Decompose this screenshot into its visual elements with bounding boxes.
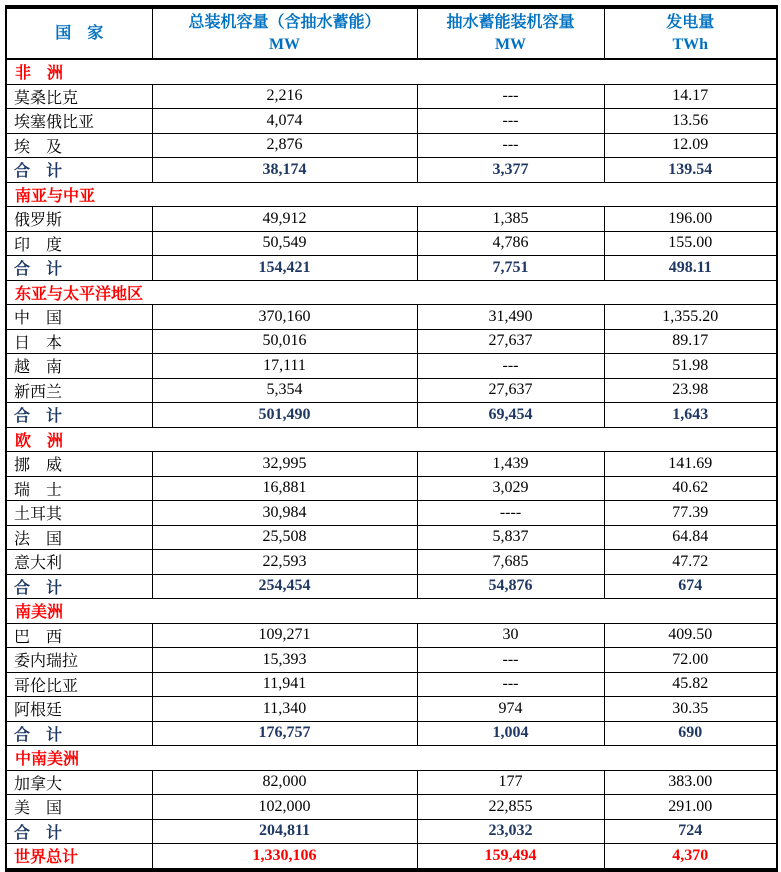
- country-name: 阿根廷: [6, 697, 152, 722]
- pumped-storage-value: 5,837: [417, 525, 604, 550]
- generation-sum: 674: [604, 574, 777, 599]
- region-total-row: [6, 819, 777, 844]
- pumped-storage-sum: 23,032: [417, 819, 604, 844]
- generation-sum: 498.11: [604, 256, 777, 281]
- region-label: 东亚与太平洋地区: [6, 280, 777, 305]
- pumped-storage-sum: 7,751: [417, 256, 604, 281]
- total-capacity-value: 22,593: [152, 550, 417, 575]
- total-capacity-value: 15,393: [152, 648, 417, 673]
- generation-value: 196.00: [604, 207, 777, 232]
- country-name: 新西兰: [6, 378, 152, 403]
- country-row: [6, 770, 777, 795]
- total-label: 合 计: [6, 721, 152, 746]
- total-capacity-sum: 254,454: [152, 574, 417, 599]
- pumped-storage-value: 974: [417, 697, 604, 722]
- generation-value: 1,355.20: [604, 305, 777, 330]
- generation-value: 64.84: [604, 525, 777, 550]
- world-total-pumped: 159,494: [417, 844, 604, 870]
- generation-value: 47.72: [604, 550, 777, 575]
- total-capacity-sum: 154,421: [152, 256, 417, 281]
- total-capacity-sum: 204,811: [152, 819, 417, 844]
- region-label: 欧 洲: [6, 427, 777, 452]
- country-name: 越 南: [6, 354, 152, 379]
- total-capacity-value: 11,340: [152, 697, 417, 722]
- total-capacity-value: 50,549: [152, 231, 417, 256]
- region-row: [6, 182, 777, 207]
- total-capacity-value: 4,074: [152, 109, 417, 134]
- pumped-storage-value: 31,490: [417, 305, 604, 330]
- total-label: 合 计: [6, 574, 152, 599]
- total-capacity-sum: 176,757: [152, 721, 417, 746]
- country-row: [6, 501, 777, 526]
- column-header-pumped-storage-unit: MW: [494, 35, 527, 53]
- region-row: [6, 599, 777, 624]
- country-row: [6, 305, 777, 330]
- generation-value: 51.98: [604, 354, 777, 379]
- region-row: [6, 280, 777, 305]
- pumped-storage-sum: 54,876: [417, 574, 604, 599]
- country-name: 印 度: [6, 231, 152, 256]
- total-capacity-value: 17,111: [152, 354, 417, 379]
- pumped-storage-value: 7,685: [417, 550, 604, 575]
- pumped-storage-sum: 69,454: [417, 403, 604, 428]
- country-row: [6, 231, 777, 256]
- total-capacity-value: 2,216: [152, 84, 417, 109]
- pumped-storage-sum: 3,377: [417, 158, 604, 183]
- total-label: 合 计: [6, 403, 152, 428]
- country-name: 委内瑞拉: [6, 648, 152, 673]
- pumped-storage-value: ----: [417, 501, 604, 526]
- generation-sum: 690: [604, 721, 777, 746]
- total-capacity-value: 49,912: [152, 207, 417, 232]
- region-total-row: [6, 721, 777, 746]
- country-name: 日 本: [6, 329, 152, 354]
- pumped-storage-value: 177: [417, 770, 604, 795]
- column-header-country: [6, 7, 152, 59]
- generation-value: 291.00: [604, 795, 777, 820]
- column-header-pumped-storage-label: 抽水蓄能装机容量: [446, 13, 575, 31]
- pumped-storage-value: 1,439: [417, 452, 604, 477]
- total-capacity-value: 16,881: [152, 476, 417, 501]
- total-capacity-value: 50,016: [152, 329, 417, 354]
- pumped-storage-value: 27,637: [417, 378, 604, 403]
- column-header-generation-unit: TWh: [672, 35, 709, 53]
- total-capacity-sum: 38,174: [152, 158, 417, 183]
- pumped-storage-value: 30: [417, 623, 604, 648]
- column-header-total-capacity-label: 总装机容量（含抽水蓄能）: [188, 13, 381, 31]
- total-label: 合 计: [6, 256, 152, 281]
- region-label: 南美洲: [6, 599, 777, 624]
- pumped-storage-value: ---: [417, 84, 604, 109]
- country-name: 加拿大: [6, 770, 152, 795]
- total-capacity-value: 109,271: [152, 623, 417, 648]
- header-row: [6, 7, 777, 59]
- total-capacity-value: 11,941: [152, 672, 417, 697]
- column-header-total-capacity: [152, 7, 417, 59]
- country-name: 埃塞俄比亚: [6, 109, 152, 134]
- world-total-generation: 4,370: [604, 844, 777, 870]
- total-capacity-value: 370,160: [152, 305, 417, 330]
- pumped-storage-value: ---: [417, 648, 604, 673]
- region-label: 非 洲: [6, 59, 777, 84]
- country-row: [6, 109, 777, 134]
- country-name: 埃 及: [6, 133, 152, 158]
- country-name: 哥伦比亚: [6, 672, 152, 697]
- column-header-generation-label: 发电量: [666, 13, 715, 31]
- pumped-storage-value: ---: [417, 354, 604, 379]
- total-capacity-sum: 501,490: [152, 403, 417, 428]
- generation-value: 45.82: [604, 672, 777, 697]
- country-row: [6, 84, 777, 109]
- pumped-storage-value: ---: [417, 109, 604, 134]
- total-capacity-value: 5,354: [152, 378, 417, 403]
- total-capacity-value: 25,508: [152, 525, 417, 550]
- generation-value: 72.00: [604, 648, 777, 673]
- generation-value: 409.50: [604, 623, 777, 648]
- region-total-row: [6, 403, 777, 428]
- region-row: [6, 746, 777, 771]
- total-capacity-value: 82,000: [152, 770, 417, 795]
- generation-value: 383.00: [604, 770, 777, 795]
- country-row: [6, 133, 777, 158]
- pumped-storage-value: 27,637: [417, 329, 604, 354]
- country-name: 法 国: [6, 525, 152, 550]
- country-row: [6, 329, 777, 354]
- pumped-storage-value: ---: [417, 672, 604, 697]
- country-name: 土耳其: [6, 501, 152, 526]
- country-name: 莫桑比克: [6, 84, 152, 109]
- country-name: 中 国: [6, 305, 152, 330]
- generation-value: 77.39: [604, 501, 777, 526]
- hydropower-capacity-table: [5, 5, 778, 872]
- world-total-row: [6, 844, 777, 870]
- country-row: [6, 672, 777, 697]
- total-capacity-value: 32,995: [152, 452, 417, 477]
- column-header-pumped-storage: [417, 7, 604, 59]
- country-row: [6, 525, 777, 550]
- generation-value: 30.35: [604, 697, 777, 722]
- generation-sum: 1,643: [604, 403, 777, 428]
- generation-sum: 724: [604, 819, 777, 844]
- generation-sum: 139.54: [604, 158, 777, 183]
- generation-value: 89.17: [604, 329, 777, 354]
- region-row: [6, 59, 777, 84]
- region-label: 南亚与中亚: [6, 182, 777, 207]
- country-name: 巴 西: [6, 623, 152, 648]
- total-label: 合 计: [6, 819, 152, 844]
- country-row: [6, 452, 777, 477]
- generation-value: 155.00: [604, 231, 777, 256]
- pumped-storage-value: 3,029: [417, 476, 604, 501]
- pumped-storage-sum: 1,004: [417, 721, 604, 746]
- region-total-row: [6, 574, 777, 599]
- total-capacity-value: 102,000: [152, 795, 417, 820]
- country-row: [6, 476, 777, 501]
- country-row: [6, 795, 777, 820]
- pumped-storage-value: 22,855: [417, 795, 604, 820]
- country-name: 美 国: [6, 795, 152, 820]
- total-capacity-value: 2,876: [152, 133, 417, 158]
- country-row: [6, 378, 777, 403]
- country-row: [6, 550, 777, 575]
- column-header-country-label: 国 家: [55, 24, 104, 42]
- generation-value: 23.98: [604, 378, 777, 403]
- country-row: [6, 623, 777, 648]
- pumped-storage-value: 4,786: [417, 231, 604, 256]
- country-name: 意大利: [6, 550, 152, 575]
- country-name: 瑞 士: [6, 476, 152, 501]
- total-capacity-value: 30,984: [152, 501, 417, 526]
- generation-value: 12.09: [604, 133, 777, 158]
- region-total-row: [6, 256, 777, 281]
- country-name: 挪 威: [6, 452, 152, 477]
- column-header-generation: [604, 7, 777, 59]
- region-row: [6, 427, 777, 452]
- world-total-label: 世界总计: [6, 844, 152, 870]
- country-name: 俄罗斯: [6, 207, 152, 232]
- pumped-storage-value: 1,385: [417, 207, 604, 232]
- generation-value: 14.17: [604, 84, 777, 109]
- generation-value: 13.56: [604, 109, 777, 134]
- total-label: 合 计: [6, 158, 152, 183]
- country-row: [6, 648, 777, 673]
- generation-value: 141.69: [604, 452, 777, 477]
- country-row: [6, 697, 777, 722]
- world-total-capacity: 1,330,106: [152, 844, 417, 870]
- country-row: [6, 354, 777, 379]
- country-row: [6, 207, 777, 232]
- column-header-total-capacity-unit: MW: [268, 35, 301, 53]
- region-total-row: [6, 158, 777, 183]
- generation-value: 40.62: [604, 476, 777, 501]
- region-label: 中南美洲: [6, 746, 777, 771]
- pumped-storage-value: ---: [417, 133, 604, 158]
